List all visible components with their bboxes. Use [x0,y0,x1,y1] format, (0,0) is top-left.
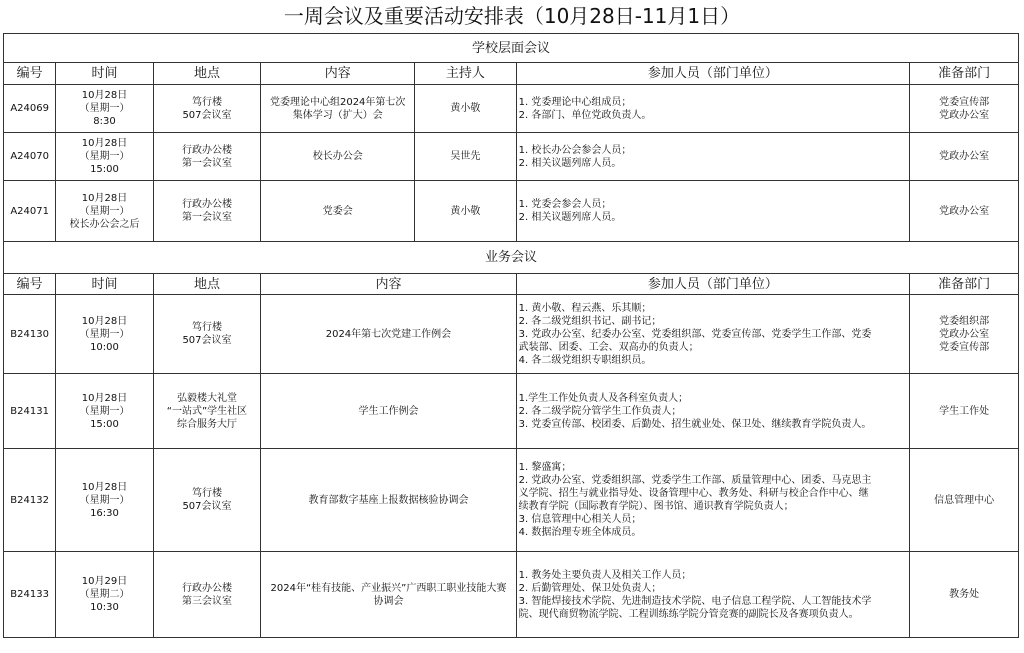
meeting-place-line: 第三会议室 [181,595,232,607]
meeting-time-line: 10:00 [90,341,119,353]
meeting-time-line: （星期一） [79,328,130,340]
meeting-place-line: 笃行楼 [191,488,222,499]
meeting-time-line: 10月28日 [81,192,128,204]
meeting-dept-line: 教务处 [949,589,980,600]
meeting-time-line: （星期一） [79,405,130,417]
meeting-participants-line: 2. 后勤管理处、保卫处负责人； [518,582,662,594]
meeting-participants-line: 4. 数据治理专班全体成员。 [518,527,642,538]
meeting-row [4,181,1019,242]
meeting-dept-line: 党委宣传部 [939,341,990,353]
meeting-content [261,295,516,374]
meeting-content-line: 校长办公会 [312,151,363,162]
meeting-row [4,374,1019,449]
meeting-place [153,295,261,374]
meeting-time-line: 15:00 [90,164,119,175]
column-header: 准备部门 [910,274,1019,295]
column-header: 地点 [153,274,261,295]
meeting-place [153,449,261,552]
meeting-place [153,133,261,181]
meeting-place-line: 第一会议室 [181,212,232,223]
meeting-content-line: 2024年“桂有技能、产业振兴”广西职工职业技能大赛 [270,582,507,594]
section-heading-row [4,34,1019,63]
meeting-dept-line: 党政办公室 [939,109,990,121]
column-header: 内容 [261,274,516,295]
meeting-host: 吴世先 [415,133,517,181]
meeting-time [56,133,153,181]
meeting-time-line: 校长办公会之后 [69,218,140,230]
schedule-table-body [4,34,1019,638]
meeting-place-line: 行政办公楼 [181,199,232,210]
meeting-participants-line: 义学院、招生与就业指导处、设备管理中心、教务处、科研与校企合作中心、继 [518,488,869,499]
meeting-place-line: 第一会议室 [181,157,232,169]
meeting-participants-line: 2. 各部门、单位党政负责人。 [518,109,652,121]
column-header: 编号 [4,63,56,85]
meeting-participants-line: 续教育学院（国际教育学院）、图书馆、通识教育学院负责人； [518,501,794,512]
section-heading-row [4,242,1019,274]
meeting-content [261,449,516,552]
meeting-participants-line: 2. 各二级学院分管学生工作负责人； [518,405,682,417]
meeting-participants-line: 武装部、团委、工会、双高办的负责人； [518,341,699,353]
meeting-content-line: 教育部数字基座上报数据核验协调会 [308,494,469,506]
meeting-place-line: 507会议室 [182,501,232,512]
meeting-dept [910,449,1019,552]
meeting-dept-line: 学生工作处 [939,405,990,417]
meeting-time-line: 10月28日 [81,481,128,493]
meeting-place-line: 507会议室 [182,335,232,346]
meeting-content-line: 党委理论中心组2024年第七次 [269,96,406,108]
schedule-table [3,33,1019,638]
meeting-id: A24070 [4,133,56,181]
section-heading: 业务会议 [4,242,1019,274]
meeting-place [153,374,261,449]
meeting-dept-line: 党委宣传部 [939,96,990,108]
meeting-participants [516,133,910,181]
meeting-content [261,181,415,242]
meeting-place-line: “一站式”学生社区 [166,405,248,417]
meeting-time-line: 8:30 [93,116,116,127]
meeting-participants [516,552,910,638]
meeting-place-line: 笃行楼 [191,322,222,333]
column-header: 时间 [56,63,153,85]
meeting-participants-line: 3. 信息管理中心相关人员； [518,514,642,525]
meeting-time [56,295,153,374]
meeting-id: B24130 [4,295,56,374]
meeting-time-line: 10月28日 [81,138,128,149]
column-header: 准备部门 [910,63,1019,85]
meeting-id: A24071 [4,181,56,242]
meeting-row [4,449,1019,552]
meeting-place-line: 行政办公楼 [181,582,232,594]
meeting-row [4,295,1019,374]
meeting-participants-line: 2. 相关议题列席人员。 [518,212,622,223]
column-header: 地点 [153,63,261,85]
column-header-row [4,274,1019,295]
column-header: 参加人员（部门单位） [516,63,910,85]
meeting-place-line: 笃行楼 [191,96,222,108]
meeting-content-line: 集体学习（扩大）会 [292,109,383,121]
meeting-row [4,552,1019,638]
meeting-dept [910,85,1019,133]
meeting-dept-line: 党政办公室 [939,151,990,162]
column-header: 参加人员（部门单位） [516,274,910,295]
meeting-time-line: （星期一） [79,205,130,217]
meeting-participants-line: 院、现代商贸物流学院、工程训练练学院分管竞赛的副院长及各赛项负责人。 [518,608,859,620]
meeting-id: B24133 [4,552,56,638]
meeting-time [56,449,153,552]
meeting-participants [516,374,910,449]
meeting-time [56,85,153,133]
meeting-dept-line: 党政办公室 [939,328,990,340]
meeting-time-line: （星期一） [79,103,130,114]
meeting-time-line: 10月28日 [81,315,128,327]
meeting-place-line: 弘毅楼大礼堂 [176,392,237,404]
meeting-participants-line: 1.学生工作处负责人及各科室负责人； [518,392,689,404]
meeting-participants-line: 1. 党委理论中心组成员； [518,96,632,108]
meeting-id: B24131 [4,374,56,449]
meeting-time [56,552,153,638]
meeting-time-line: （星期二） [79,589,130,600]
meeting-time-line: 10月28日 [81,90,128,101]
meeting-place-line: 507会议室 [182,109,232,121]
meeting-time-line: 10:30 [90,602,119,613]
meeting-time-line: （星期一） [79,494,130,506]
meeting-time-line: 10月29日 [81,576,128,587]
meeting-participants-line: 3. 党委宣传部、校团委、后勤处、招生就业处、保卫处、继续教育学院负责人。 [518,418,872,430]
meeting-participants-line: 1. 黄小敬、程云燕、乐其顺； [518,302,652,314]
meeting-id: A24069 [4,85,56,133]
meeting-dept-line: 党政办公室 [939,205,990,217]
meeting-place [153,552,261,638]
meeting-place [153,181,261,242]
meeting-dept [910,181,1019,242]
meeting-place [153,85,261,133]
meeting-participants-line: 1. 黎盛寓； [518,462,572,473]
meeting-id: B24132 [4,449,56,552]
meeting-host: 黄小敬 [415,181,517,242]
meeting-dept [910,374,1019,449]
meeting-place-line: 综合服务大厅 [176,418,237,430]
meeting-dept [910,552,1019,638]
page-title: 一周会议及重要活动安排表（10月28日-11月1日） [283,4,741,28]
meeting-dept-line: 信息管理中心 [934,494,995,506]
meeting-place-line: 行政办公楼 [181,144,232,156]
column-header: 主持人 [415,63,517,85]
column-header: 内容 [261,63,415,85]
meeting-time-line: 16:30 [90,507,119,519]
meeting-content-line: 学生工作例会 [358,405,419,417]
meeting-time [56,374,153,449]
meeting-participants-line: 2. 各二级党组织书记、副书记； [518,315,662,327]
meeting-dept-line: 党委组织部 [939,315,990,327]
meeting-row [4,133,1019,181]
meeting-participants-line: 4. 各二级党组织专职组织员。 [518,354,652,366]
column-header: 编号 [4,274,56,295]
meeting-content [261,85,415,133]
meeting-time [56,181,153,242]
meeting-content-line: 2024年第七次党建工作例会 [325,328,452,340]
meeting-host: 黄小敬 [415,85,517,133]
meeting-participants-line: 3. 党政办公室、纪委办公室、党委组织部、党委宣传部、党委学生工作部、党委 [518,328,872,340]
meeting-time-line: 15:00 [90,418,119,430]
meeting-participants [516,85,910,133]
meeting-content-line: 党委会 [322,205,353,217]
section-heading: 学校层面会议 [4,34,1019,63]
meeting-content [261,133,415,181]
meeting-participants [516,295,910,374]
meeting-dept [910,133,1019,181]
meeting-content [261,374,516,449]
meeting-time-line: （星期一） [79,151,130,162]
meeting-dept [910,295,1019,374]
meeting-content-line: 协调会 [373,595,404,607]
column-header-row [4,63,1019,85]
meeting-row [4,85,1019,133]
meeting-participants [516,181,910,242]
meeting-participants-line: 3. 智能焊接技术学院、先进制造技术学院、电子信息工程学院、人工智能技术学 [518,595,872,607]
meeting-participants [516,449,910,552]
meeting-participants-line: 1. 教务处主要负责人及相关工作人员； [518,569,692,581]
meeting-participants-line: 2. 党政办公室、党委组织部、党委学生工作部、质量管理中心、团委、马克思主 [518,475,872,486]
column-header: 时间 [56,274,153,295]
meeting-participants-line: 2. 相关议题列席人员。 [518,157,622,169]
meeting-time-line: 10月28日 [81,392,128,404]
meeting-content [261,552,516,638]
meeting-participants-line: 1. 校长办公会参会人员； [518,144,632,156]
meeting-participants-line: 1. 党委会参会人员； [518,199,612,210]
